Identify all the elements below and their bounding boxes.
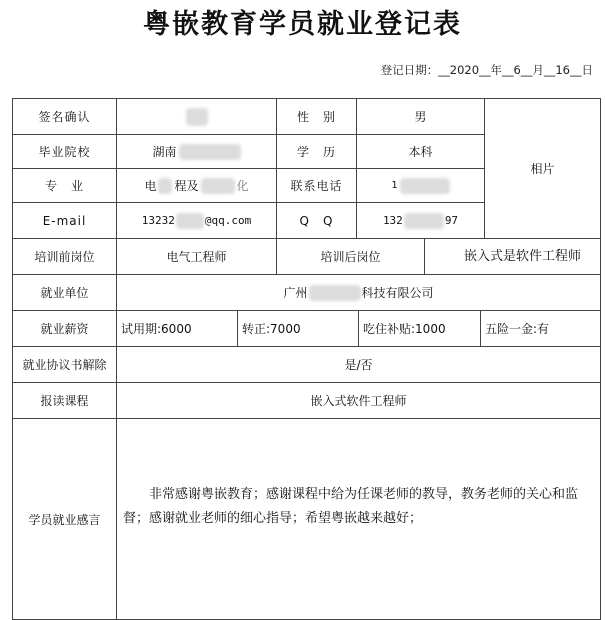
school-text: 湖南 [152,145,177,159]
phone-value [357,169,485,203]
education-value: 本科 [357,135,485,169]
registration-form [12,98,601,620]
post-position-label [277,239,425,275]
major-text-end: 化 [236,179,249,193]
qq-text-start: 132 [382,214,403,227]
date-day-unit: 日 [581,63,593,77]
qq-label: Q Q [277,203,357,239]
redacted-qq [404,213,444,229]
email-text-end: @qq.com [204,214,252,227]
date-label: 登记日期： [380,63,439,77]
redacted-school [179,144,241,160]
date-year: 2020 [449,63,480,77]
redacted-major-2 [201,178,235,194]
signature-value [117,99,277,135]
major-text-mid: 程及 [174,179,199,193]
gender-value: 男 [357,99,485,135]
date-month-unit: 月 [532,63,544,77]
salary-trial: 试用期:6000 [117,311,238,347]
email-value [117,203,277,239]
major-label: 专 业 [13,169,117,203]
signature-label: 签名确认 [13,99,117,135]
phone-label: 联系电话 [277,169,357,203]
post-position-value: 嵌入式是软件工程师 [425,239,600,275]
salary-regular: 转正:7000 [238,311,359,347]
major-text-start: 电 [144,179,157,193]
phone-text: 1 [391,180,398,191]
post-position-label-text: 培训后岗位 [320,250,381,264]
agreement-label: 就业协议书解除 [13,347,117,383]
redacted-phone [400,178,450,194]
feedback-label: 学员就业感言 [13,419,117,619]
email-label: E-mail [13,203,117,239]
feedback-text: 非常感谢粤嵌教育；感谢课程中给为任课老师的教导，教务老师的关心和监督；感谢就业老师的细心指导；希望粤嵌越来越好； [123,487,579,526]
employer-text-start: 广州 [283,286,308,300]
agreement-value: 是/否 [117,347,600,383]
education-label: 学 历 [277,135,357,169]
major-value [117,169,277,203]
date-year-unit: 年 [490,63,503,77]
school-value [117,135,277,169]
email-text-start: 13232 [141,214,175,227]
salary-insurance: 五险一金:有 [481,311,600,347]
registration-date: 登记日期：__2020__年__6__月__16__日 [380,63,593,77]
qq-text-end: 97 [444,214,459,227]
redacted-email [176,213,204,229]
page-title: 粤嵌教育学员就业登记表 [143,9,462,40]
date-day: 16 [555,63,570,77]
redacted-signature [186,108,208,126]
photo-cell: 相片 [485,99,600,239]
employer-value [117,275,600,311]
date-month: 6 [513,63,521,77]
pre-position-value: 电气工程师 [117,239,277,275]
course-label: 报读课程 [13,383,117,419]
salary-allowance: 吃住补贴:1000 [359,311,481,347]
qq-value [357,203,485,239]
pre-position-label: 培训前岗位 [13,239,117,275]
salary-label: 就业薪资 [13,311,117,347]
redacted-major-1 [158,178,172,194]
employer-label: 就业单位 [13,275,117,311]
school-label: 毕业院校 [13,135,117,169]
redacted-employer [309,285,361,301]
employer-text-end: 科技有限公司 [361,286,434,300]
gender-label: 性 别 [277,99,357,135]
course-value: 嵌入式软件工程师 [117,383,600,419]
